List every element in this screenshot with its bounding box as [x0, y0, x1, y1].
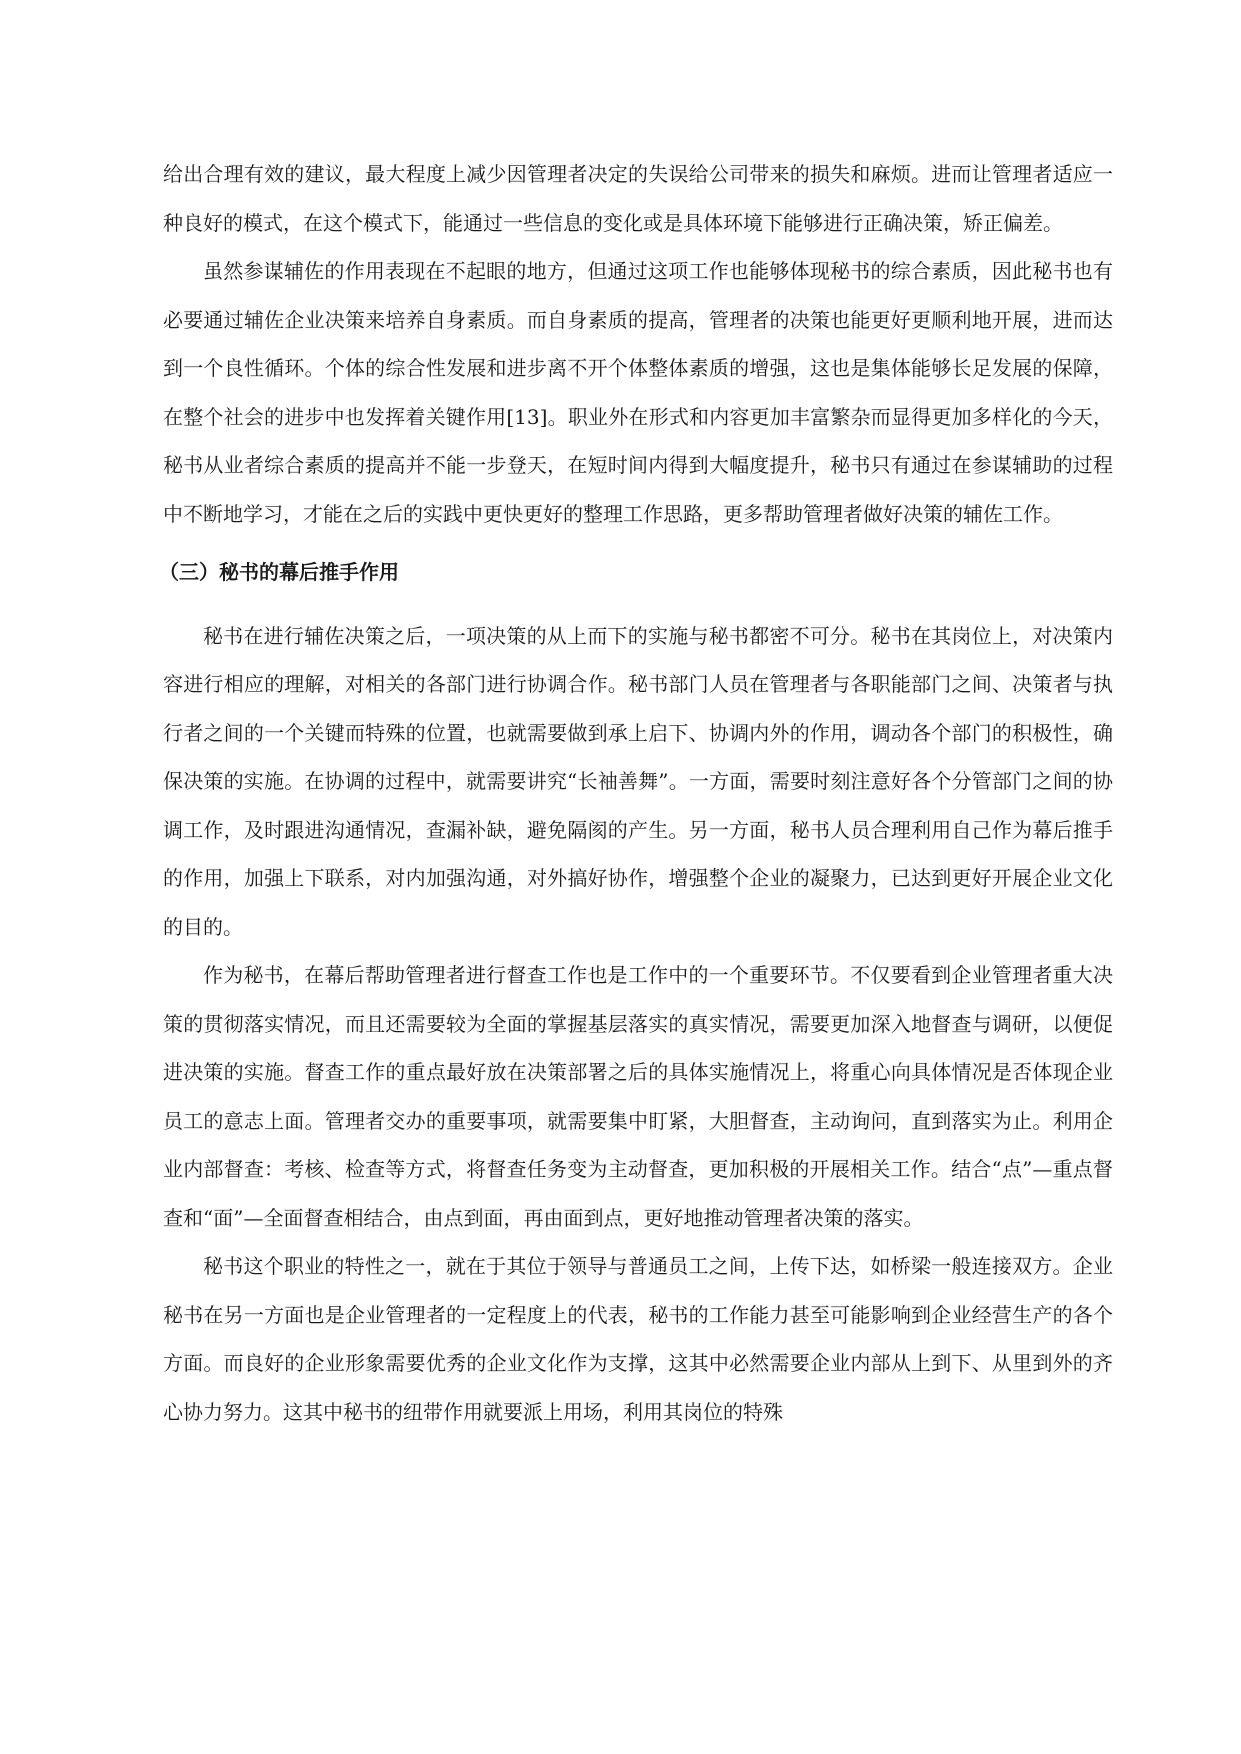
- document-body: [159, 150, 1113, 1436]
- paragraph-advisory-role: 虽然参谋辅佐的作用表现在不起眼的地方，但通过这项工作也能够体现秘书的综合素质，因此秘书也有必要通过辅佐企业决策来培养自身素质。而自身素质的提高，管理者的决策也能更好更顺利地开展，进而达到一个良性循环。个体的综合性发展和进步离不开个体整体素质的增强，这也是集体能够长足发展的保障，在整个社会的进步中也发挥着关键作用[13]。职业外在形式和内容更加丰富繁杂而显得更加多样化的今天，秘书从业者综合素质的提高并不能一步登天，在短时间内得到大幅度提升，秘书只有通过在参谋辅助的过程中不断地学习，才能在之后的实践中更快更好的整理工作思路，更多帮助管理者做好决策的辅佐工作。: [163, 259, 1113, 526]
- paragraph-supervision: 作为秘书，在幕后帮助管理者进行督查工作也是工作中的一个重要环节。不仅要看到企业管理者重大决策的贯彻落实情况，而且还需要较为全面的掌握基层落实的真实情况，需要更加深入地督查与调研，以便促进决策的实施。督查工作的重点最好放在决策部署之后的具体实施情况上，将重心向具体情况是否体现企业员工的意志上面。管理者交办的重要事项，就需要集中盯紧，大胆督查，主动询问，直到落实为止。利用企业内部督查：考核、检查等方式，将督查任务变为主动督查，更加积极的开展相关工作。结合“点”—重点督查和“面”—全面督查相结合，由点到面，再由面到点，更好地推动管理者决策的落实。: [163, 963, 1113, 1230]
- paragraph-coordination: 秘书在进行辅佐决策之后，一项决策的从上而下的实施与秘书都密不可分。秘书在其岗位上，对决策内容进行相应的理解，对相关的各部门进行协调合作。秘书部门人员在管理者与各职能部门之间、决策者与执行者之间的一个关键而特殊的位置，也就需要做到承上启下、协调内外的作用，调动各个部门的积极性，确保决策的实施。在协调的过程中，就需要讲究“长袖善舞”。一方面，需要时刻注意好各个分管部门之间的协调工作，及时跟进沟通情况，查漏补缺，避免隔阂的产生。另一方面，秘书人员合理利用自己作为幕后推手的作用，加强上下联系，对内加强沟通，对外搞好协作，增强整个企业的凝聚力，已达到更好开展企业文化的目的。: [163, 623, 1113, 939]
- paragraph-continued: 给出合理有效的建议，最大程度上减少因管理者决定的失误给公司带来的损失和麻烦。进而让管理者适应一种良好的模式，在这个模式下，能通过一些信息的变化或是具体环境下能够进行正确决策，矫正偏差。: [163, 162, 1113, 235]
- section-heading: （三）秘书的幕后推手作用: [159, 560, 399, 584]
- paragraph-bridge-role: 秘书这个职业的特性之一，就在于其位于领导与普通员工之间，上传下达，如桥梁一般连接双方。企业秘书在另一方面也是企业管理者的一定程度上的代表，秘书的工作能力甚至可能影响到企业经营生产的各个方面。而良好的企业形象需要优秀的企业文化作为支撑，这其中必然需要企业内部从上到下、从里到外的齐心协力努力。这其中秘书的纽带作用就要派上用场，利用其岗位的特殊: [163, 1254, 1113, 1424]
